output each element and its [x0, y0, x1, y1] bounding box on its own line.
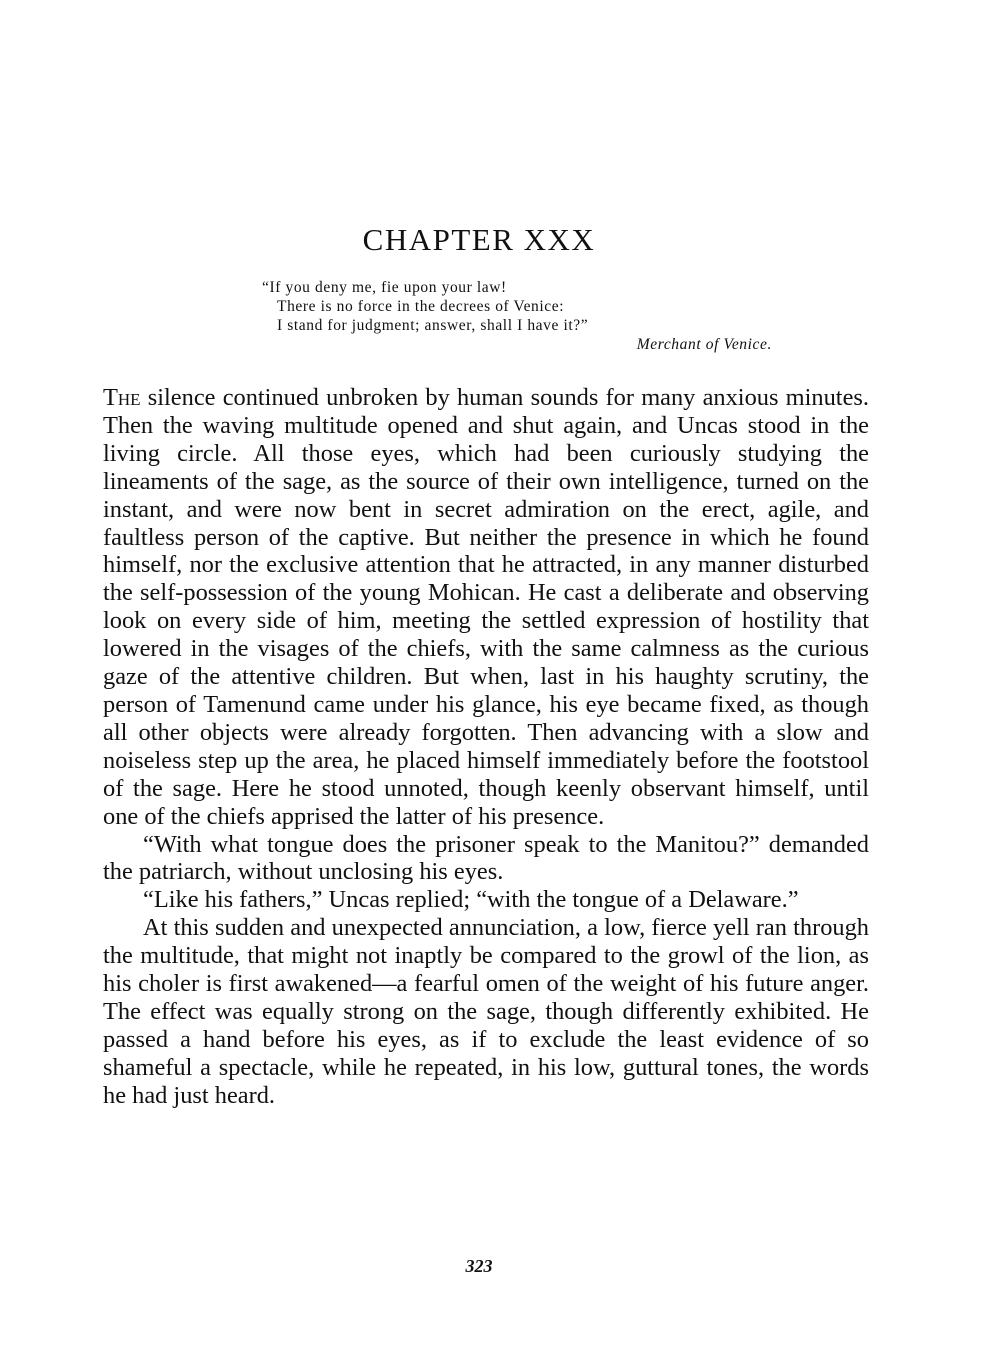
paragraph: At this sudden and unexpected annunciation, a low, fierce yell ran through the multitude, that might not inaptly be compared to the growl of the lion, as his choler is first awakened—a fearful omen of the weight of his future anger. The effect was equally strong on the sage, though differently exhibited. He passed a hand before his eyes, as if to exclude the least evidence of so shameful a spectacle, while he repeated, in his low, guttural tones, the words he had just heard.: [103, 914, 869, 1109]
epigraph-line: I stand for judgment; answer, shall I have it?”: [277, 317, 589, 334]
paragraph: “With what tongue does the prisoner speak to the Manitou?” demanded the patriarch, without unclosing his eyes.: [103, 830, 869, 886]
opening-word: The: [103, 384, 141, 411]
page-number: 323: [465, 1256, 493, 1276]
paragraph-text: silence continued unbroken by human sounds for many anxious minutes. Then the waving multitude opened and shut again, and Uncas stood in the living circle. All those eyes, which had been curiously studying the lineaments of the sage, as the source of their own intelligence, turned on the instant, and were now bent in secret admiration on the erect, agile, and faultless person of the captive. But neither the presence in which he found himself, nor the exclusive attention that he attracted, in any manner disturbed the self-possession of the young Mohican. He cast a deliberate and observing look on every side of him, meeting the settled expression of hostility that lowered in the visages of the chiefs, with the same calmness as the curious gaze of the attentive children. But when, last in his haughty scrutiny, the person of Tamenund came under his glance, his eye became fixed, as though all other objects were already forgotten. Then advancing with a slow and noiseless step up the area, he placed himself immediately before the footstool of the sage. Here he stood unnoted, though keenly observant himself, until one of the chiefs apprised the latter of his presence.: [103, 384, 869, 830]
epigraph-line: There is no force in the decrees of Venice:: [277, 298, 565, 315]
chapter-body: [103, 384, 869, 1110]
epigraph: [262, 278, 782, 354]
epigraph-line: “If you deny me, fie upon your law!: [262, 279, 507, 296]
paragraph: [103, 384, 869, 831]
paragraph: “Like his fathers,” Uncas replied; “with the tongue of a Delaware.”: [143, 886, 799, 914]
epigraph-source: Merchant of Venice.: [636, 336, 772, 353]
chapter-title: CHAPTER XXX: [362, 222, 596, 257]
